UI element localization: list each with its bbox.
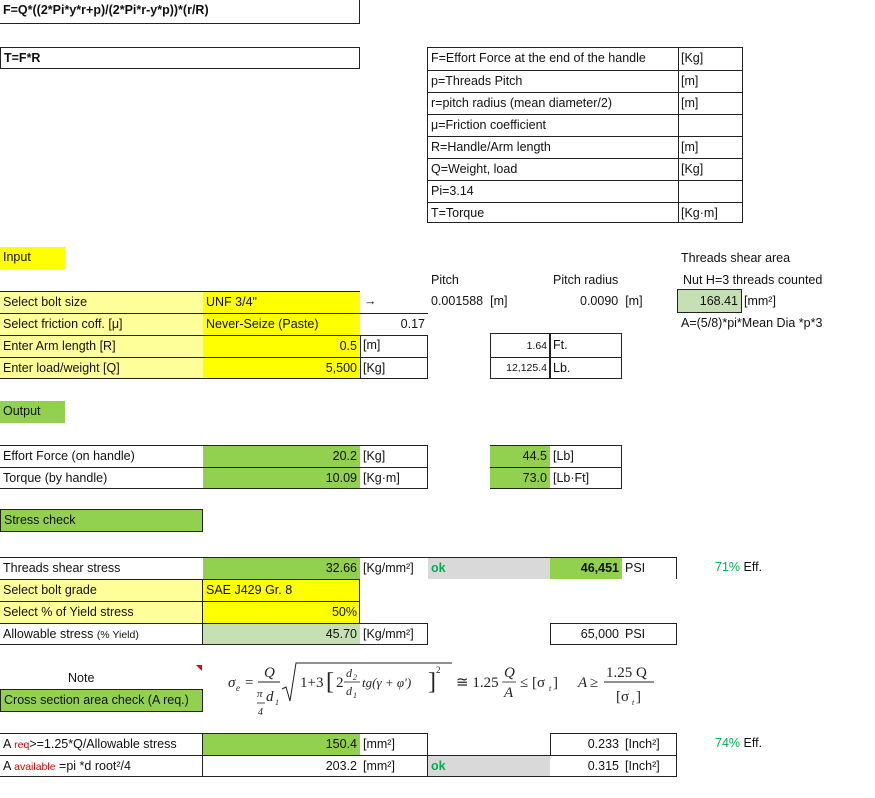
- effort-lb-unit: [Lb]: [550, 445, 622, 467]
- svg-text:1+3: 1+3: [300, 675, 324, 691]
- svg-text:A: A: [578, 675, 588, 691]
- eff1-pct: 71%: [715, 560, 741, 574]
- svg-text:A: A: [504, 685, 514, 701]
- legend-row-text: R=Handle/Arm length: [428, 136, 678, 158]
- allow-label-small: (% Yield): [96, 629, 139, 641]
- pitch-radius-label: Pitch radius: [553, 273, 619, 287]
- legend-row-unit: [678, 114, 742, 136]
- legend-row-unit: [m]: [678, 70, 742, 92]
- allow-label: [0, 623, 203, 645]
- stress-formula-image: [222, 657, 682, 721]
- load-label: Enter load/weight [Q]: [0, 357, 203, 379]
- svg-text:[: [: [326, 669, 334, 695]
- pitch-radius-number: 0.0090: [580, 294, 619, 308]
- svg-text:]: ]: [636, 689, 641, 705]
- effort-value: 20.2: [203, 445, 360, 467]
- a-avail-label: [0, 755, 203, 777]
- svg-text:]: ]: [428, 669, 436, 695]
- load-lb: 12,125.4: [490, 357, 550, 378]
- eff2-label: Eff.: [743, 736, 763, 750]
- a-req-prefix: A: [3, 737, 15, 751]
- svg-text:tg(γ + φ′): tg(γ + φ′): [362, 675, 412, 690]
- stress-header: Stress check: [0, 509, 203, 532]
- allow-unit: [Kg/mm²]: [360, 623, 428, 645]
- svg-text:]: ]: [553, 675, 558, 691]
- arm-unit: [m]: [363, 338, 381, 352]
- torque-label: Torque (by handle): [0, 467, 203, 489]
- pitch-radius-unit: [m]: [625, 294, 643, 308]
- legend-row-unit: [m]: [678, 136, 742, 158]
- svg-text:1.25 Q: 1.25 Q: [606, 665, 647, 681]
- grade-select[interactable]: SAE J429 Gr. 8: [203, 579, 360, 601]
- thread-area-sub: Nut H=3 threads counted: [683, 273, 823, 287]
- arm-input[interactable]: 0.5: [203, 335, 360, 357]
- allow-psi-unit: PSI: [622, 623, 677, 645]
- shear-label: Threads shear stress: [0, 557, 203, 579]
- note-label: Note: [68, 671, 95, 685]
- thread-area-formula: A=(5/8)*pi*Mean Dia *p*3: [681, 316, 823, 330]
- thread-area-title: Threads shear area: [681, 251, 791, 265]
- torque-lbft-unit: [Lb·Ft]: [550, 467, 622, 489]
- shear-psi-unit: PSI: [622, 557, 677, 579]
- torque-value: 10.09: [203, 467, 360, 489]
- legend-row-text: T=Torque: [428, 202, 678, 224]
- pitch-radius-value: [580, 291, 643, 311]
- arrow-icon: →: [364, 294, 377, 308]
- legend-row-text: Pi=3.14: [428, 180, 678, 202]
- svg-text:≥: ≥: [590, 675, 599, 691]
- load-input[interactable]: 5,500: [203, 357, 360, 379]
- allow-psi: 65,000: [550, 623, 622, 645]
- bolt-size-label: Select bolt size: [0, 291, 203, 313]
- friction-number: 0.17: [360, 313, 428, 335]
- arm-ft: 1.64: [526, 340, 547, 352]
- svg-text:e: e: [236, 683, 240, 693]
- svg-text:σ: σ: [228, 675, 236, 691]
- arm-ft-unit: Ft.: [553, 338, 568, 352]
- legend-row-unit: [Kg·m]: [678, 202, 742, 224]
- pitch-value: [431, 291, 507, 311]
- grid-line: [359, 579, 360, 623]
- shear-psi: 46,451: [550, 557, 622, 579]
- friction-select[interactable]: Never-Seize (Paste): [203, 313, 360, 335]
- arm-label: Enter Arm length [R]: [0, 335, 203, 357]
- svg-text:t: t: [549, 684, 552, 693]
- a-avail-inch: 0.315: [550, 755, 622, 777]
- a-req-red: req: [14, 739, 30, 751]
- formula-effort[interactable]: F=Q*((2*Pi*y*r+p)/(2*Pi*r-y*p))*(r/R): [0, 0, 360, 24]
- yield-select[interactable]: 50%: [203, 601, 360, 623]
- a-req-label: [0, 733, 203, 755]
- svg-text:≅ 1.25: ≅ 1.25: [456, 675, 499, 691]
- torque-unit: [Kg·m]: [360, 467, 428, 489]
- a-req-unit: [mm²]: [360, 733, 428, 755]
- load-unit: [Kg]: [360, 357, 428, 379]
- svg-text:Q: Q: [264, 665, 275, 681]
- input-header: Input: [0, 247, 65, 269]
- output-header: Output: [0, 401, 65, 423]
- formula-torque[interactable]: T=F*R: [0, 47, 360, 69]
- effort-lb: 44.5: [490, 445, 550, 467]
- eff1: [715, 557, 762, 577]
- svg-text:4: 4: [258, 707, 263, 718]
- a-avail-ok-text: ok: [431, 759, 446, 773]
- torque-lbft: 73.0: [490, 467, 550, 489]
- grid-line: [202, 733, 203, 777]
- legend-row-text: p=Threads Pitch: [428, 70, 678, 92]
- thread-area-unit: [mm²]: [744, 294, 776, 308]
- allow-label-text: Allowable stress: [3, 627, 94, 641]
- pitch-number: 0.001588: [431, 294, 484, 308]
- svg-text:2: 2: [353, 673, 357, 682]
- effort-label: Effort Force (on handle): [0, 445, 203, 467]
- a-req-inch: 0.233: [550, 733, 622, 755]
- a-req-rest: >=1.25*Q/Allowable stress: [29, 737, 177, 751]
- svg-text:t: t: [632, 698, 635, 707]
- legend-row-text: r=pitch radius (mean diameter/2): [428, 92, 678, 114]
- yield-label: Select % of Yield stress: [0, 601, 203, 623]
- legend-row-text: F=Effort Force at the end of the handle: [431, 51, 646, 65]
- svg-text:1: 1: [275, 698, 279, 707]
- svg-text:=: =: [244, 675, 255, 691]
- legend-row-unit: [678, 180, 742, 202]
- a-avail-inch-unit: [Inch²]: [622, 755, 677, 777]
- a-avail-unit: [mm²]: [360, 755, 428, 777]
- grid-line: [202, 579, 203, 645]
- effort-unit: [Kg]: [360, 445, 428, 467]
- svg-text:d: d: [346, 666, 352, 680]
- svg-text:d: d: [346, 684, 352, 698]
- load-lb-unit: Lb.: [550, 357, 622, 378]
- pitch-unit: [m]: [490, 294, 508, 308]
- bolt-size-select[interactable]: UNF 3/4": [203, 291, 360, 313]
- a-avail-prefix: A: [3, 759, 15, 773]
- shear-unit: [Kg/mm²]: [360, 557, 428, 579]
- svg-text:2: 2: [336, 675, 344, 691]
- svg-text:1: 1: [353, 691, 357, 700]
- a-avail-value: 203.2: [203, 755, 360, 777]
- thread-area-value: 168.41: [677, 289, 742, 313]
- legend-row-unit: [Kg]: [678, 158, 742, 180]
- legend-row-text: Q=Weight, load: [428, 158, 678, 180]
- allow-value: 45.70: [203, 623, 360, 645]
- pitch-label: Pitch: [431, 273, 459, 287]
- eff2: [715, 733, 762, 753]
- svg-text:2: 2: [436, 665, 441, 675]
- shear-ok: [428, 557, 550, 579]
- shear-value: 32.66: [203, 557, 360, 579]
- a-avail-ok: [428, 755, 550, 777]
- shear-ok-text: ok: [431, 561, 446, 575]
- friction-label: Select friction coff. [μ]: [0, 313, 203, 335]
- svg-text:Q: Q: [504, 665, 515, 681]
- grade-label: Select bolt grade: [0, 579, 203, 601]
- a-req-inch-unit: [Inch²]: [622, 733, 677, 755]
- legend-row-unit: [Kg]: [681, 51, 704, 65]
- comment-indicator-icon[interactable]: [196, 665, 202, 671]
- svg-text:[σ: [σ: [616, 689, 630, 705]
- legend-row-text: μ=Friction coefficient: [428, 114, 678, 136]
- svg-text:d: d: [266, 689, 274, 705]
- a-avail-rest: =pi *d root²/4: [55, 759, 131, 773]
- svg-text:π: π: [257, 688, 263, 700]
- cross-header: Cross section area check (A req.): [0, 689, 203, 712]
- a-avail-red: available: [14, 761, 56, 773]
- svg-text:≤ [σ: ≤ [σ: [520, 675, 546, 691]
- legend-row-unit: [m]: [678, 92, 742, 114]
- eff2-pct: 74%: [715, 736, 741, 750]
- eff1-label: Eff.: [743, 560, 763, 574]
- a-req-value: 150.4: [203, 733, 360, 755]
